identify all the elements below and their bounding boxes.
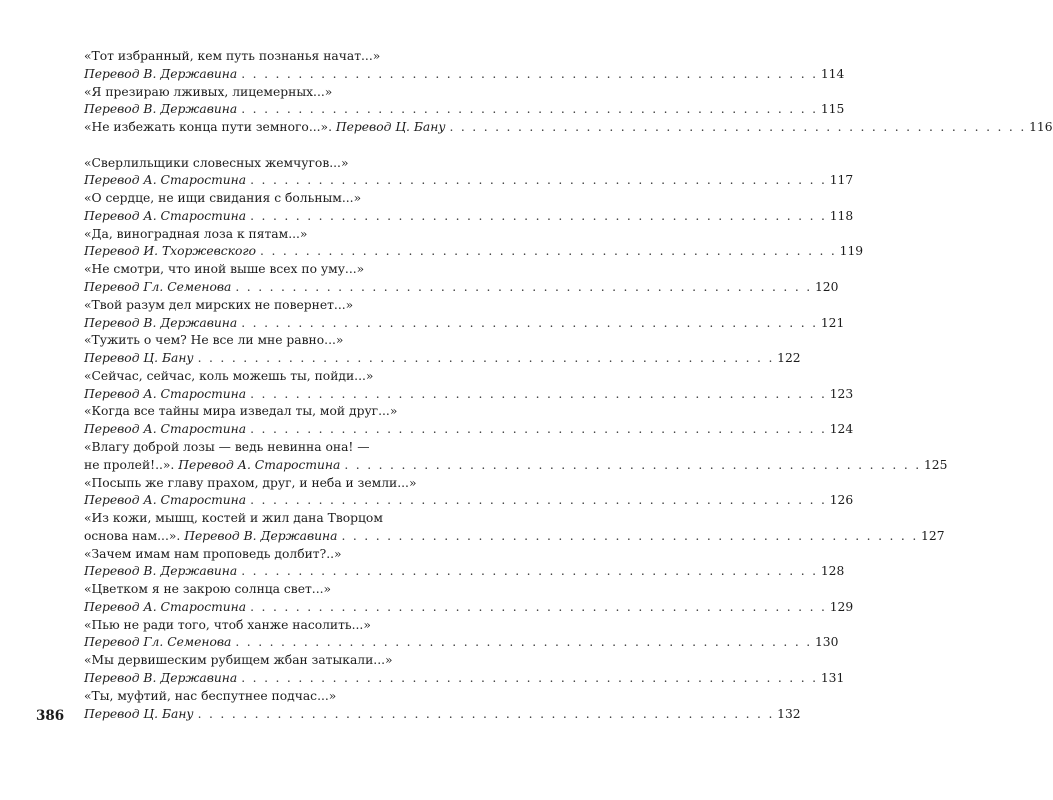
entry-leader-line bbox=[84, 350, 801, 368]
toc-entry[interactable] bbox=[84, 297, 845, 333]
entry-leader-line bbox=[84, 563, 845, 581]
entry-leader-line bbox=[84, 492, 854, 510]
entry-leader-line bbox=[84, 528, 945, 546]
poem-first-line: «Влагу доброй лозы — ведь невинна она! — bbox=[84, 440, 370, 455]
poem-first-line: «Из кожи, мышц, костей и жил дана Творцом bbox=[84, 511, 383, 526]
entry-leader-line bbox=[84, 279, 839, 297]
entry-leader-line bbox=[84, 66, 845, 84]
poem-first-line: «Цветком я не закрою солнца свет...» bbox=[84, 582, 332, 597]
page-number: 386 bbox=[36, 708, 65, 724]
translator-credit: Перевод Ц. Бану bbox=[84, 351, 194, 366]
poem-first-line: «Сейчас, сейчас, коль можешь ты, пойди...» bbox=[84, 368, 374, 383]
poem-first-line: «Твой разум дел мирских не повернет...» bbox=[84, 297, 354, 312]
page-reference: 127 bbox=[921, 528, 945, 543]
poem-title-text: не пролей!..». bbox=[84, 457, 179, 472]
translator-credit: Перевод Ц. Бану bbox=[335, 120, 446, 135]
page-reference: 130 bbox=[814, 635, 839, 650]
page-reference: 118 bbox=[829, 208, 854, 223]
toc-entry[interactable] bbox=[84, 84, 845, 120]
poem-first-line: «Пью не ради того, чтоб ханже насолить...» bbox=[84, 617, 371, 632]
toc-entry[interactable] bbox=[84, 119, 1053, 155]
toc-entry[interactable] bbox=[84, 368, 854, 404]
poem-first-line: «Тот избранный, кем путь познанья начат...» bbox=[84, 49, 381, 63]
entry-leader-line bbox=[84, 243, 864, 261]
translator-credit: Перевод Гл. Семенова bbox=[84, 279, 232, 294]
entry-leader-line bbox=[84, 208, 854, 226]
page-reference: 116 bbox=[1029, 120, 1053, 135]
translator-credit: Перевод И. Тхоржевского bbox=[84, 244, 257, 259]
toc-entry[interactable] bbox=[84, 688, 801, 724]
entry-label bbox=[84, 243, 256, 261]
translator-credit: Перевод А. Старостина bbox=[84, 173, 247, 188]
page-reference: 123 bbox=[829, 386, 854, 401]
dot-leader: . . . . . . . . . . . . . . . . . . . . . . . . . . . . . . . . . . . . . . . . . . . . . . . . . . . bbox=[250, 208, 827, 223]
poem-first-line: «О сердце, не ищи свидания с больным...» bbox=[84, 191, 362, 206]
entry-leader-line bbox=[84, 670, 845, 688]
entry-label bbox=[84, 315, 237, 333]
translator-credit: Перевод Гл. Семенова bbox=[84, 635, 232, 650]
translator-credit: Перевод В. Державина bbox=[84, 564, 238, 579]
page-reference: 125 bbox=[923, 457, 948, 472]
translator-credit: Перевод А. Старостина bbox=[84, 599, 247, 614]
poem-first-line: «Не смотри, что иной выше всех по уму...» bbox=[84, 262, 365, 277]
translator-credit: Перевод А. Старостина bbox=[84, 208, 247, 223]
dot-leader: . . . . . . . . . . . . . . . . . . . . . . . . . . . . . . . . . . . . . . . . . . . . . . . . . . . bbox=[250, 599, 827, 614]
dot-leader: . . . . . . . . . . . . . . . . . . . . . . . . . . . . . . . . . . . . . . . . . . . . . . . . . . . bbox=[241, 564, 818, 579]
toc-entry[interactable] bbox=[84, 155, 854, 191]
poem-title-text: основа нам...». bbox=[84, 528, 185, 543]
toc-entry[interactable] bbox=[84, 652, 845, 688]
entry-leader-line bbox=[84, 599, 854, 617]
entry-label bbox=[84, 279, 231, 297]
translator-credit: Перевод В. Державина bbox=[84, 66, 238, 81]
poem-first-line: «Да, виноградная лоза к пятам...» bbox=[84, 226, 308, 241]
poem-title-text: «Не избежать конца пути земного...». bbox=[84, 120, 336, 135]
entry-leader-line bbox=[84, 119, 1053, 137]
entry-leader-line bbox=[84, 315, 845, 333]
entry-label bbox=[84, 670, 237, 688]
entry-label bbox=[84, 563, 237, 581]
entry-label bbox=[84, 599, 246, 617]
page-reference: 131 bbox=[820, 670, 845, 685]
entry-leader-line bbox=[84, 101, 845, 119]
entry-label bbox=[84, 66, 237, 84]
page-reference: 129 bbox=[829, 599, 854, 614]
toc-entry[interactable] bbox=[84, 439, 948, 475]
entry-leader-line bbox=[84, 457, 948, 475]
toc-entry[interactable] bbox=[84, 48, 845, 84]
dot-leader: . . . . . . . . . . . . . . . . . . . . . . . . . . . . . . . . . . . . . . . . . . . . . . . . . . . bbox=[250, 493, 827, 508]
entry-label bbox=[84, 386, 246, 404]
entry-leader-line bbox=[84, 634, 839, 652]
entry-leader-line bbox=[84, 421, 854, 439]
translator-credit: Перевод А. Старостина bbox=[178, 457, 341, 472]
dot-leader: . . . . . . . . . . . . . . . . . . . . . . . . . . . . . . . . . . . . . . . . . . . . . . . . . . . bbox=[250, 422, 827, 437]
toc-entry[interactable] bbox=[84, 332, 801, 368]
dot-leader: . . . . . . . . . . . . . . . . . . . . . . . . . . . . . . . . . . . . . . . . . . . . . . . . . . . bbox=[197, 351, 775, 366]
table-of-contents bbox=[84, 48, 1053, 723]
dot-leader: . . . . . . . . . . . . . . . . . . . . . . . . . . . . . . . . . . . . . . . . . . . . . . . . . . . bbox=[241, 66, 818, 81]
entry-leader-line bbox=[84, 386, 854, 404]
toc-entry[interactable] bbox=[84, 226, 864, 262]
page-reference: 121 bbox=[820, 315, 845, 330]
toc-entry[interactable] bbox=[84, 581, 854, 617]
toc-entry[interactable] bbox=[84, 546, 845, 582]
page-reference: 124 bbox=[829, 422, 854, 437]
toc-entry[interactable] bbox=[84, 617, 839, 653]
dot-leader: . . . . . . . . . . . . . . . . . . . . . . . . . . . . . . . . . . . . . . . . . . . . . . . . . . . bbox=[197, 706, 775, 721]
entry-label bbox=[84, 492, 246, 510]
translator-credit: Перевод А. Старостина bbox=[84, 386, 247, 401]
dot-leader: . . . . . . . . . . . . . . . . . . . . . . . . . . . . . . . . . . . . . . . . . . . . . . . . . . . bbox=[241, 102, 818, 117]
page-reference: 117 bbox=[829, 173, 854, 188]
poem-first-line: «Сверлильщики словесных жемчугов...» bbox=[84, 155, 349, 170]
page-reference: 119 bbox=[839, 244, 864, 259]
dot-leader: . . . . . . . . . . . . . . . . . . . . . . . . . . . . . . . . . . . . . . . . . . . . . . . . . . . bbox=[449, 120, 1027, 135]
translator-credit: Перевод В. Державина bbox=[84, 670, 238, 685]
toc-entry[interactable] bbox=[84, 510, 945, 546]
dot-leader: . . . . . . . . . . . . . . . . . . . . . . . . . . . . . . . . . . . . . . . . . . . . . . . . . . . bbox=[341, 528, 919, 543]
dot-leader: . . . . . . . . . . . . . . . . . . . . . . . . . . . . . . . . . . . . . . . . . . . . . . . . . . . bbox=[235, 279, 812, 294]
entry-label bbox=[84, 706, 194, 724]
entry-label bbox=[84, 119, 445, 137]
dot-leader: . . . . . . . . . . . . . . . . . . . . . . . . . . . . . . . . . . . . . . . . . . . . . . . . . . . bbox=[250, 173, 827, 188]
page-reference: 114 bbox=[820, 66, 845, 81]
toc-entry[interactable] bbox=[84, 190, 854, 226]
entry-label bbox=[84, 172, 246, 190]
poem-first-line: «Тужить о чем? Не все ли мне равно...» bbox=[84, 333, 344, 348]
poem-first-line: «Ты, муфтий, нас беспутнее подчас...» bbox=[84, 688, 337, 703]
dot-leader: . . . . . . . . . . . . . . . . . . . . . . . . . . . . . . . . . . . . . . . . . . . . . . . . . . . bbox=[344, 457, 921, 472]
poem-first-line: «Когда все тайны мира изведал ты, мой друг...» bbox=[84, 404, 398, 419]
poem-first-line: «Я презираю лживых, лицемерных...» bbox=[84, 84, 333, 99]
translator-credit: Перевод В. Державина bbox=[184, 528, 338, 543]
page-reference: 126 bbox=[829, 493, 854, 508]
entry-label bbox=[84, 528, 337, 546]
translator-credit: Перевод В. Державина bbox=[84, 102, 238, 117]
page-reference: 120 bbox=[814, 279, 839, 294]
entry-label bbox=[84, 350, 194, 368]
entry-label bbox=[84, 634, 231, 652]
translator-credit: Перевод В. Державина bbox=[84, 315, 238, 330]
page-reference: 115 bbox=[820, 102, 845, 117]
page-reference: 132 bbox=[777, 706, 801, 721]
dot-leader: . . . . . . . . . . . . . . . . . . . . . . . . . . . . . . . . . . . . . . . . . . . . . . . . . . . bbox=[250, 386, 827, 401]
dot-leader: . . . . . . . . . . . . . . . . . . . . . . . . . . . . . . . . . . . . . . . . . . . . . . . . . . . bbox=[235, 635, 812, 650]
dot-leader: . . . . . . . . . . . . . . . . . . . . . . . . . . . . . . . . . . . . . . . . . . . . . . . . . . . bbox=[241, 670, 818, 685]
entry-label bbox=[84, 457, 340, 475]
dot-leader: . . . . . . . . . . . . . . . . . . . . . . . . . . . . . . . . . . . . . . . . . . . . . . . . . . . bbox=[260, 244, 837, 259]
entry-label bbox=[84, 101, 237, 119]
entry-leader-line bbox=[84, 172, 854, 190]
toc-entry[interactable] bbox=[84, 261, 839, 297]
translator-credit: Перевод Ц. Бану bbox=[84, 706, 194, 721]
entry-leader-line bbox=[84, 706, 801, 724]
toc-entry[interactable] bbox=[84, 475, 854, 511]
poem-first-line: «Зачем имам нам проповедь долбит?..» bbox=[84, 546, 342, 561]
page-reference: 128 bbox=[820, 564, 845, 579]
toc-entry[interactable] bbox=[84, 403, 854, 439]
entry-label bbox=[84, 421, 246, 439]
dot-leader: . . . . . . . . . . . . . . . . . . . . . . . . . . . . . . . . . . . . . . . . . . . . . . . . . . . bbox=[241, 315, 818, 330]
translator-credit: Перевод А. Старостина bbox=[84, 422, 247, 437]
page-reference: 122 bbox=[777, 351, 801, 366]
poem-first-line: «Посыпь же главу прахом, друг, и неба и земли...» bbox=[84, 475, 417, 490]
poem-first-line: «Мы дервишеским рубищем жбан затыкали...» bbox=[84, 653, 393, 668]
translator-credit: Перевод А. Старостина bbox=[84, 493, 247, 508]
entry-label bbox=[84, 208, 246, 226]
